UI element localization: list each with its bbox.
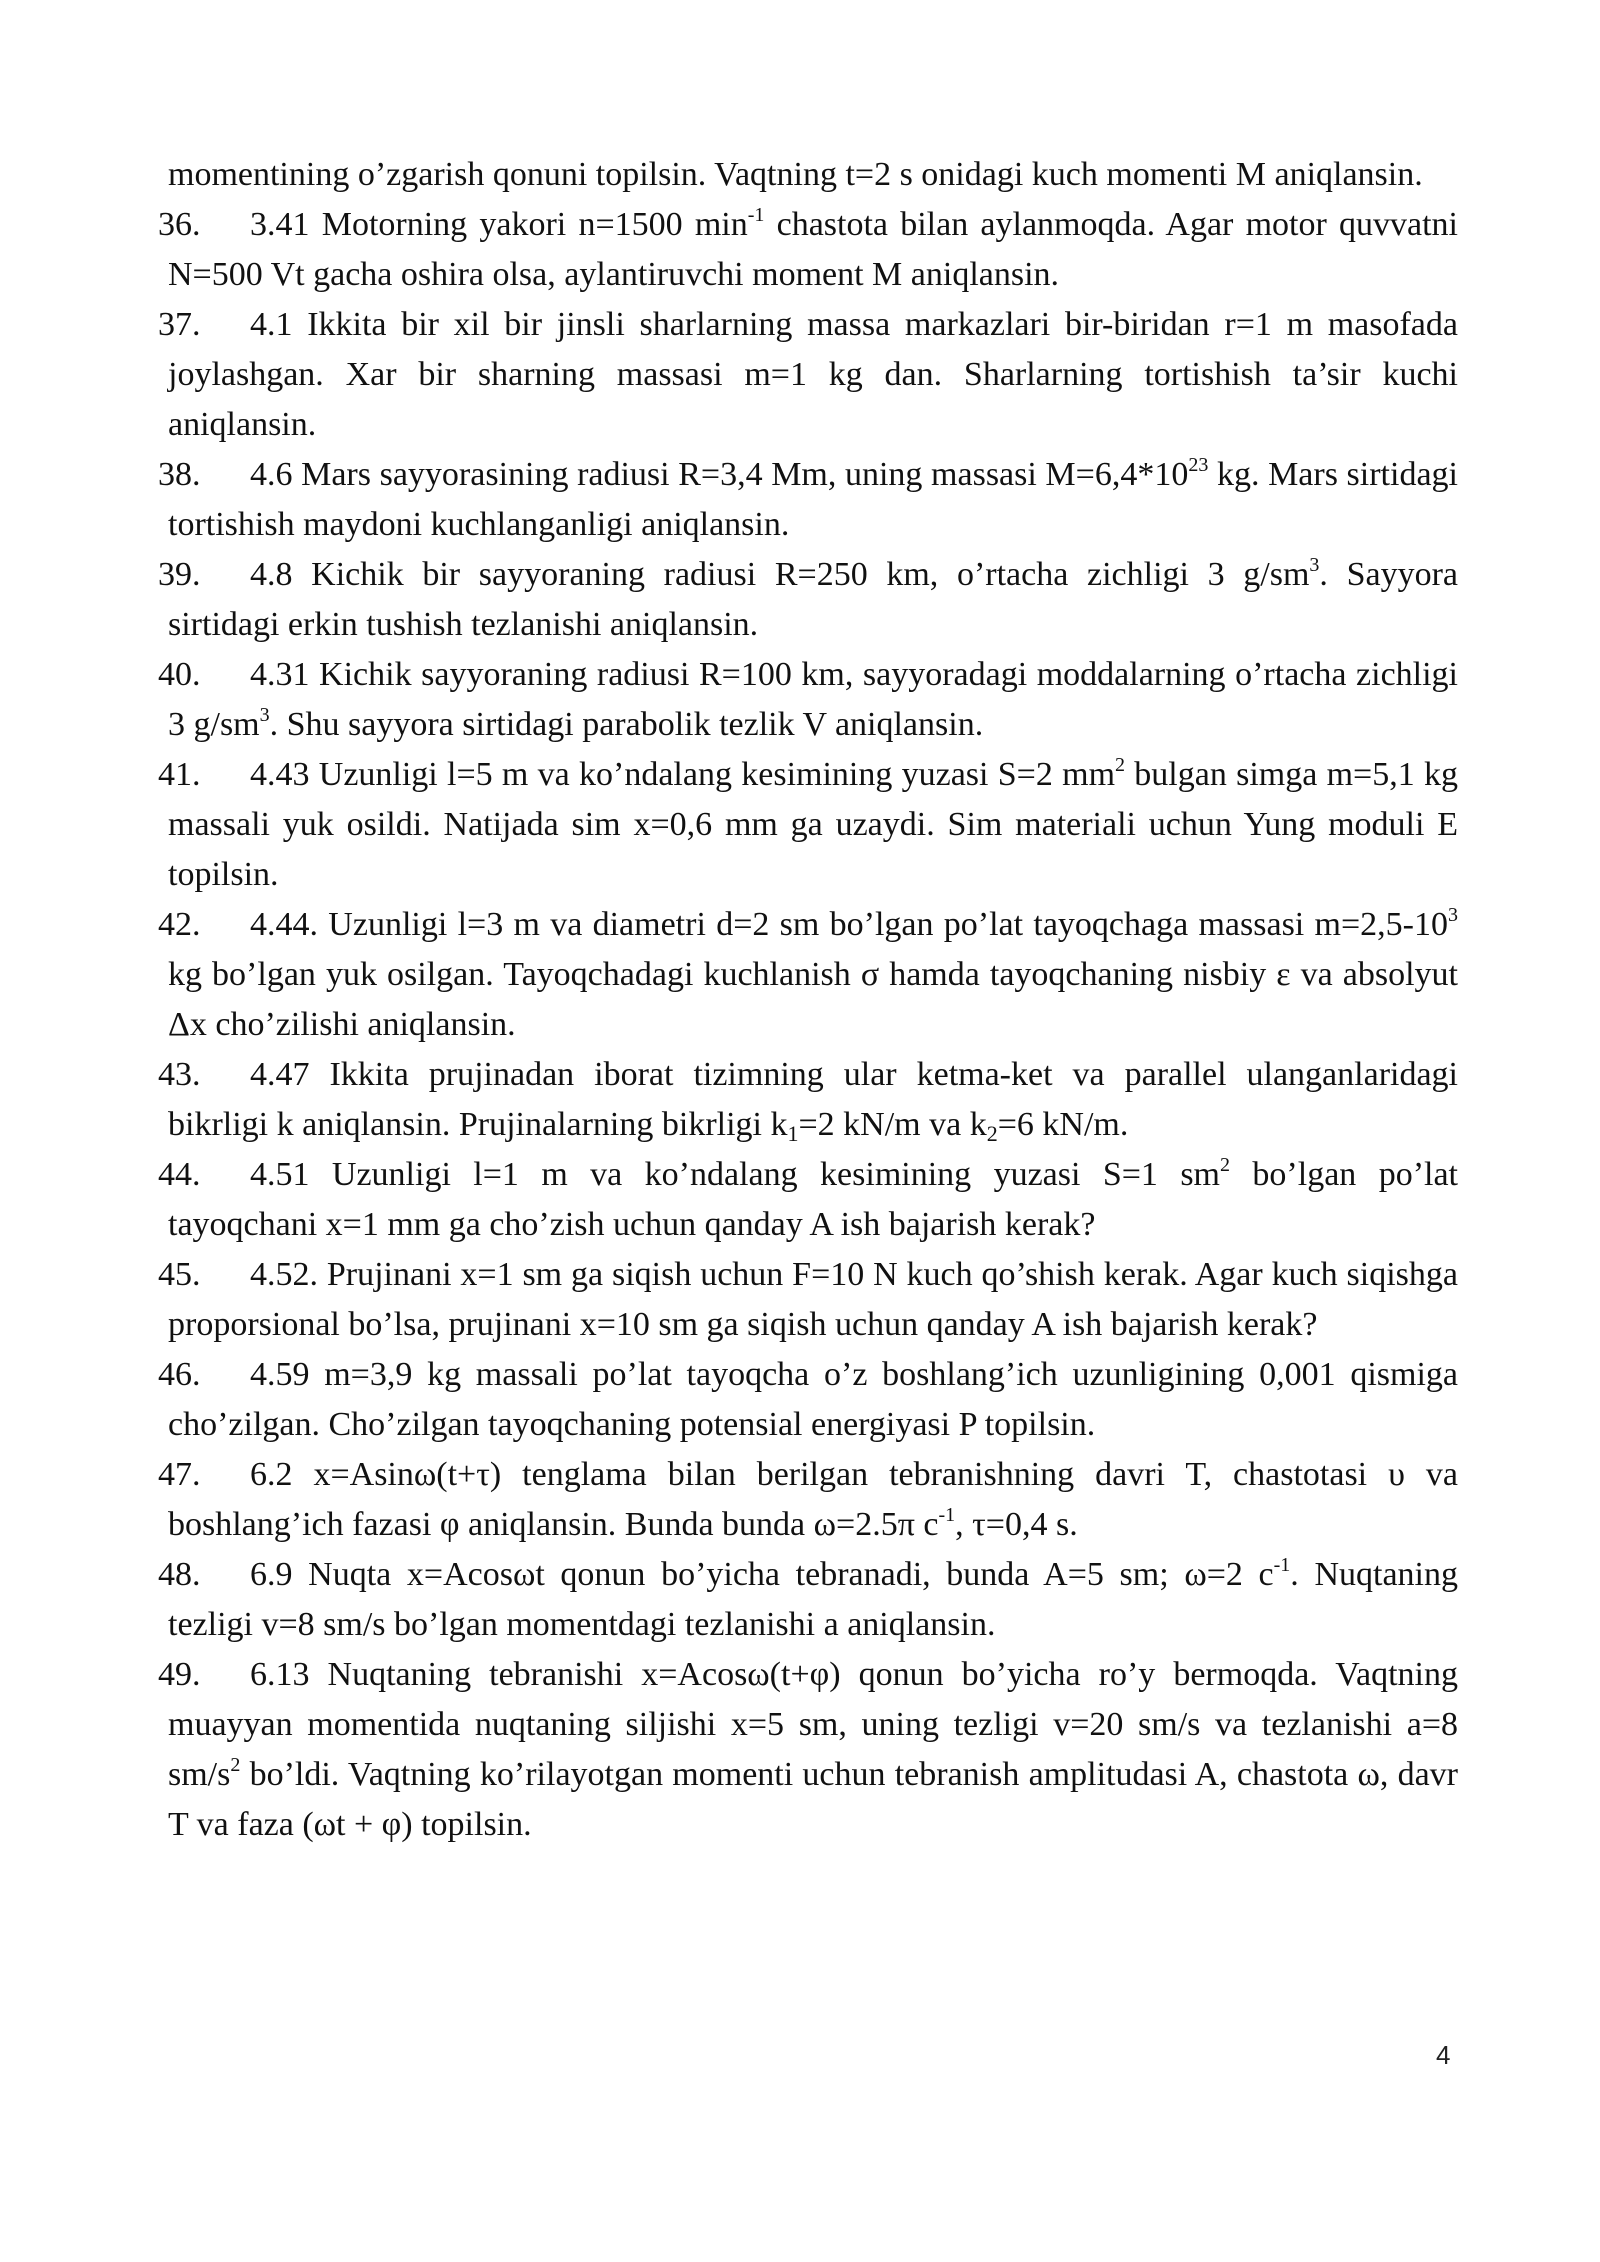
problem-number: 43.: [158, 1056, 201, 1093]
problem-44: 44. 4.51 Uzunligi l=1 m va ko’ndalang kesimining yuzasi S=1 $sm^2$ bo’lgan po’lat tayoqchani x=1 mm ga cho’zish uchun qanday A ish bajarish kerak?: [168, 1150, 1458, 1250]
problem-45: 45. 4.52. Prujinani x=1 sm ga siqish uchun F=10 N kuch qo’shish kerak. Agar kuch siqishga proporsional bo’lsa, prujinani x=10 sm ga siqish uchun qanday A ish bajarish kerak?: [168, 1250, 1458, 1350]
problem-number: 40.: [158, 656, 201, 693]
problem-43: 43. 4.47 Ikkita prujinadan iborat tizimning ular ketma-ket va parallel ulanganlaridagi bikrligi k aniqlansin. Prujinalarning bikrligi $k_1=2$ kN/m va $k_2=6$ kN/m.: [168, 1050, 1458, 1150]
problem-number: 45.: [158, 1256, 201, 1293]
problem-48: 48. 6.9 Nuqta x=Acosωt qonun bo’yicha tebranadi, bunda A=5 sm; ω=2 $c^{-1}$. Nuqtaning tezligi v=8 sm/s bo’lgan momentdagi tezlanishi a aniqlansin.: [168, 1550, 1458, 1650]
problem-37: 37. 4.1 Ikkita bir xil bir jinsli sharlarning massa markazlari bir-biridan r=1 m masofada joylashgan. Xar bir sharning massasi m=1 kg dan. Sharlarning tortishish ta’sir kuchi aniqlansin.: [168, 300, 1458, 450]
problem-number: 44.: [158, 1156, 201, 1193]
problem-49: 49. 6.13 Nuqtaning tebranishi x=Acosω(t+φ) qonun bo’yicha ro’y bermoqda. Vaqtning muayyan momentida nuqtaning siljishi x=5 sm, uning tezligi v=20 sm/s va tezlanishi a=8 $sm/s^2$ bo’ldi. Vaqtning ko’rilayotgan momenti uchun tebranish amplitudasi A, chastota ω, davr T va faza (ωt + φ) topilsin.: [168, 1650, 1458, 1850]
intro-paragraph: momentining o’zgarish qonuni topilsin. Vaqtning t=2 s onidagi kuch momenti M aniqlansin.: [168, 156, 1423, 193]
problem-42: 42. 4.44. Uzunligi l=3 m va diametri d=2 sm bo’lgan po’lat tayoqchaga massasi $m=2,5-10^3$ kg bo’lgan yuk osilgan. Tayoqchadagi kuchlanish σ hamda tayoqchaning nisbiy ε va absolyut Δx cho’zilishi aniqlansin.: [168, 900, 1458, 1050]
problem-39: 39. 4.8 Kichik bir sayyoraning radiusi R=250 km, o’rtacha zichligi 3 $g/sm^3$. Sayyora sirtidagi erkin tushish tezlanishi aniqlansin.: [168, 550, 1458, 650]
problem-36: 36. 3.41 Motorning yakori n=1500 $\min^{-1}$ chastota bilan aylanmoqda. Agar motor quvvatni N=500 Vt gacha oshira olsa, aylantiruvchi moment M aniqlansin.: [168, 200, 1458, 300]
problem-number: 49.: [158, 1656, 201, 1693]
problem-number: 47.: [158, 1456, 201, 1493]
problem-38: 38. 4.6 Mars sayyorasining radiusi R=3,4 Mm, uning massasi $M=6,4*10^{23}$ kg. Mars sirtidagi tortishish maydoni kuchlanganligi aniqlansin.: [168, 450, 1458, 550]
problem-number: 36.: [158, 206, 201, 243]
document-body: [158, 150, 1458, 1850]
problem-number: 39.: [158, 556, 201, 593]
problem-47: 47. 6.2 x=Asinω(t+τ) tenglama bilan berilgan tebranishning davri T, chastotasi υ va boshlang’ich fazasi φ aniqlansin. Bunda bunda ω=2.5π $c^{-1}$, τ=0,4 s.: [168, 1450, 1458, 1550]
problem-number: 46.: [158, 1356, 201, 1393]
problem-40: 40. 4.31 Kichik sayyoraning radiusi R=100 km, sayyoradagi moddalarning o’rtacha zichligi 3 $g/sm^3$. Shu sayyora sirtidagi parabolik tezlik V aniqlansin.: [168, 650, 1458, 750]
problem-46: 46. 4.59 m=3,9 kg massali po’lat tayoqcha o’z boshlang’ich uzunligining 0,001 qismiga cho’zilgan. Cho’zilgan tayoqchaning potensial energiyasi P topilsin.: [168, 1350, 1458, 1450]
page-number: 4: [1436, 2040, 1451, 2070]
problem-number: 41.: [158, 756, 201, 793]
problem-number: 48.: [158, 1556, 201, 1593]
problem-number: 42.: [158, 906, 201, 943]
problem-41: 41. 4.43 Uzunligi l=5 m va ko’ndalang kesimining yuzasi S=2 $mm^2$ bulgan simga m=5,1 kg massali yuk osildi. Natijada sim x=0,6 mm ga uzaydi. Sim materiali uchun Yung moduli E topilsin.: [168, 750, 1458, 900]
problem-number: 37.: [158, 306, 201, 343]
problem-number: 38.: [158, 456, 201, 493]
